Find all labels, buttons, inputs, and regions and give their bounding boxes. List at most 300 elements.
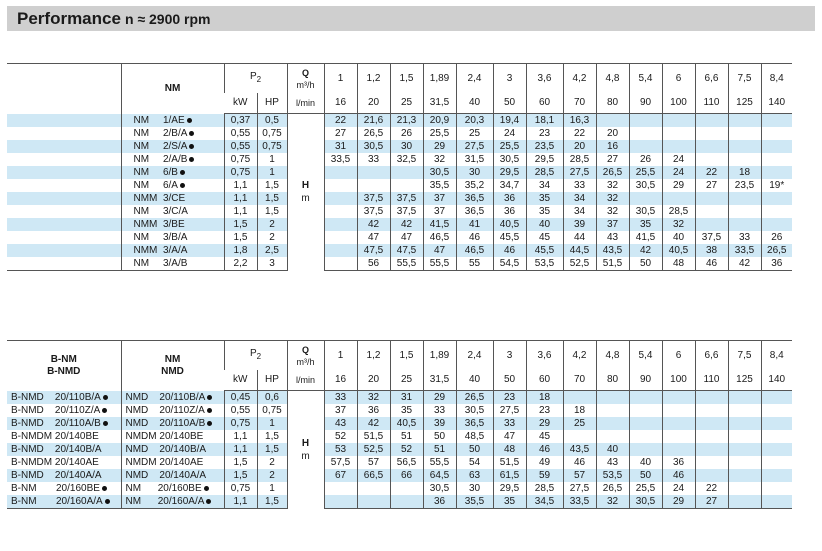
header-row — [7, 341, 792, 371]
head-value-cell — [357, 179, 390, 192]
head-value-cell — [761, 469, 792, 482]
flow-lmin-cell: 70 — [563, 93, 596, 114]
head-value-cell: 46 — [526, 443, 563, 456]
kw-cell: 0,75 — [224, 166, 257, 179]
head-value-cell: 43 — [596, 456, 629, 469]
model-name-b: NMDM 20/140AE — [125, 457, 204, 468]
empty-cell — [7, 166, 121, 179]
head-value-cell: 31,5 — [456, 153, 493, 166]
model-cell — [121, 205, 224, 218]
head-value-cell: 57,5 — [324, 456, 357, 469]
model-cell — [121, 127, 224, 140]
head-value-cell — [695, 443, 728, 456]
head-value-cell: 21,6 — [357, 114, 390, 128]
head-value-cell: 32 — [423, 153, 456, 166]
empty-header-cell — [7, 64, 121, 114]
head-value-cell: 51 — [423, 443, 456, 456]
flow-m3h-cell: 1,2 — [357, 64, 390, 94]
head-value-cell: 42 — [357, 218, 390, 231]
dot-marker-icon — [204, 486, 209, 491]
head-value-cell: 33 — [357, 153, 390, 166]
head-value-cell — [695, 218, 728, 231]
hp-cell: 1 — [257, 417, 287, 430]
p2-label: P — [249, 71, 257, 82]
head-value-cell: 51 — [390, 430, 423, 443]
flow-m3h-cell: 6,6 — [695, 341, 728, 371]
head-value-cell: 23 — [526, 127, 563, 140]
flow-m3h-cell: 1,5 — [390, 64, 423, 94]
model-name-b: NMDM 20/140BE — [125, 431, 204, 442]
model-name-a: B-NMD 20/110B/A — [11, 391, 101, 403]
head-value-cell: 23,5 — [526, 140, 563, 153]
head-value-cell: 50 — [629, 469, 662, 482]
flow-lmin-cell: 31,5 — [423, 93, 456, 114]
model-name: NM 6/B — [133, 167, 178, 178]
table-row — [7, 417, 792, 430]
head-value-cell: 37,5 — [390, 205, 423, 218]
head-value-cell: 33,5 — [728, 244, 761, 257]
head-value-cell — [761, 140, 792, 153]
empty-cell — [7, 140, 121, 153]
table-row — [7, 205, 792, 218]
head-value-cell — [761, 153, 792, 166]
head-value-cell — [324, 218, 357, 231]
head-value-cell: 25,5 — [629, 482, 662, 495]
flow-lmin-cell: 100 — [662, 370, 695, 391]
head-value-cell: 47 — [357, 231, 390, 244]
head-value-cell: 55,5 — [423, 456, 456, 469]
head-value-cell: 33 — [493, 417, 526, 430]
head-value-cell: 23,5 — [728, 179, 761, 192]
head-value-cell: 35 — [526, 192, 563, 205]
head-value-cell: 29,5 — [526, 153, 563, 166]
head-value-cell — [761, 192, 792, 205]
head-value-cell: 37 — [324, 404, 357, 417]
head-value-cell: 57 — [357, 456, 390, 469]
head-value-cell: 27 — [695, 179, 728, 192]
header-row — [7, 64, 792, 94]
head-value-cell: 40,5 — [662, 244, 695, 257]
head-value-cell: 22 — [324, 114, 357, 128]
head-value-cell: 42 — [728, 257, 761, 271]
flow-m3h-cell: 1,5 — [390, 341, 423, 371]
head-value-cell — [357, 166, 390, 179]
head-value-cell — [695, 469, 728, 482]
dot-marker-icon — [189, 131, 194, 136]
kw-cell: 2,2 — [224, 257, 257, 271]
head-value-cell: 18 — [563, 404, 596, 417]
head-value-cell: 40,5 — [390, 417, 423, 430]
model-cell — [121, 257, 224, 271]
head-value-cell: 37 — [596, 218, 629, 231]
table-row — [7, 140, 792, 153]
model-cell-a — [7, 417, 121, 430]
table-row — [7, 114, 792, 128]
flow-lmin-cell: 90 — [629, 370, 662, 391]
flow-lmin-cell: 31,5 — [423, 370, 456, 391]
head-value-cell: 52 — [324, 430, 357, 443]
hp-cell: 2 — [257, 231, 287, 244]
head-value-cell — [761, 127, 792, 140]
model-header-b-line1: NM — [164, 353, 181, 365]
kw-cell: 1,8 — [224, 244, 257, 257]
model-cell — [121, 114, 224, 128]
head-value-cell: 27,5 — [563, 166, 596, 179]
head-value-cell — [695, 127, 728, 140]
head-value-cell: 46 — [662, 469, 695, 482]
head-value-cell: 30,5 — [423, 166, 456, 179]
head-value-cell — [761, 218, 792, 231]
head-value-cell: 50 — [456, 443, 493, 456]
head-value-cell: 18 — [526, 391, 563, 405]
head-value-cell: 26,5 — [761, 244, 792, 257]
flow-m3h-cell: 1 — [324, 64, 357, 94]
head-value-cell: 24 — [662, 153, 695, 166]
flow-m3h-cell: 8,4 — [761, 64, 792, 94]
head-value-cell — [695, 114, 728, 128]
head-value-cell: 56 — [357, 257, 390, 271]
head-value-cell — [761, 417, 792, 430]
head-value-cell: 25,5 — [629, 166, 662, 179]
head-value-cell: 30,5 — [357, 140, 390, 153]
hp-cell: 1,5 — [257, 430, 287, 443]
head-value-cell: 37,5 — [390, 192, 423, 205]
head-value-cell — [728, 192, 761, 205]
head-unit-cell — [287, 391, 324, 509]
head-value-cell — [324, 495, 357, 509]
empty-cell — [7, 179, 121, 192]
table-row — [7, 231, 792, 244]
head-value-cell — [695, 192, 728, 205]
model-name: NM 3/A/B — [133, 258, 188, 269]
head-value-cell — [357, 495, 390, 509]
head-value-cell — [324, 482, 357, 495]
head-label: H — [301, 180, 310, 192]
head-value-cell: 51,5 — [493, 456, 526, 469]
head-value-cell: 35 — [629, 218, 662, 231]
table-row — [7, 257, 792, 271]
model-cell-b — [121, 456, 224, 469]
flow-lmin-cell: 80 — [596, 93, 629, 114]
head-value-cell: 56,5 — [390, 456, 423, 469]
flow-lmin-cell: 140 — [761, 93, 792, 114]
head-value-cell — [695, 430, 728, 443]
flow-m3h-cell: 3,6 — [526, 64, 563, 94]
head-value-cell: 27,5 — [456, 140, 493, 153]
flow-lmin-cell: 110 — [695, 93, 728, 114]
head-unit-cell — [287, 114, 324, 271]
flow-lmin-cell: 100 — [662, 93, 695, 114]
head-value-cell: 37 — [423, 192, 456, 205]
head-value-cell: 33,5 — [563, 495, 596, 509]
model-header: NM — [121, 64, 224, 114]
head-value-cell — [629, 127, 662, 140]
model-cell-b — [121, 404, 224, 417]
model-header-a — [7, 341, 121, 391]
head-value-cell: 30,5 — [456, 404, 493, 417]
flow-lmin-cell: 125 — [728, 93, 761, 114]
head-value-cell: 42 — [357, 417, 390, 430]
model-name-a: B-NMDM 20/140BE — [11, 431, 99, 442]
head-value-cell — [596, 114, 629, 128]
table-row — [7, 244, 792, 257]
flow-m3h-cell: 4,2 — [563, 341, 596, 371]
head-value-cell — [728, 443, 761, 456]
head-value-cell — [728, 417, 761, 430]
head-value-cell: 45,5 — [526, 244, 563, 257]
model-cell — [121, 179, 224, 192]
head-value-cell: 36 — [357, 404, 390, 417]
head-value-cell: 46 — [563, 456, 596, 469]
model-cell-a — [7, 495, 121, 509]
head-value-cell: 28,5 — [526, 482, 563, 495]
head-value-cell — [695, 140, 728, 153]
hp-cell: 1,5 — [257, 495, 287, 509]
head-value-cell — [662, 430, 695, 443]
flow-lmin-cell: 60 — [526, 93, 563, 114]
head-value-cell — [390, 495, 423, 509]
dot-marker-icon — [102, 486, 107, 491]
head-value-cell: 33,5 — [324, 153, 357, 166]
head-value-cell: 40 — [526, 218, 563, 231]
head-value-cell: 21,3 — [390, 114, 423, 128]
model-name-b: NMD 20/110Z/A — [125, 405, 205, 416]
head-value-cell: 54,5 — [493, 257, 526, 271]
head-value-cell: 22 — [695, 482, 728, 495]
head-value-cell: 44 — [563, 231, 596, 244]
table-row — [7, 482, 792, 495]
head-value-cell — [728, 218, 761, 231]
flow-m3h-cell: 7,5 — [728, 64, 761, 94]
head-value-cell — [324, 231, 357, 244]
flow-m3h-cell: 4,8 — [596, 64, 629, 94]
head-value-cell: 31 — [324, 140, 357, 153]
head-value-cell — [390, 166, 423, 179]
table-row — [7, 456, 792, 469]
head-value-cell: 35,2 — [456, 179, 493, 192]
head-value-cell — [662, 127, 695, 140]
head-value-cell — [728, 482, 761, 495]
kw-cell: 0,37 — [224, 114, 257, 128]
head-value-cell: 57 — [563, 469, 596, 482]
flow-m3h-cell: 8,4 — [761, 341, 792, 371]
flow-m3h-cell: 3,6 — [526, 341, 563, 371]
page-title: Performance — [17, 9, 121, 28]
model-cell-b — [121, 495, 224, 509]
empty-cell — [7, 153, 121, 166]
head-value-cell: 30,5 — [423, 482, 456, 495]
head-value-cell: 20 — [563, 140, 596, 153]
flow-m3h-cell: 1,89 — [423, 64, 456, 94]
head-value-cell — [629, 417, 662, 430]
head-value-cell — [728, 391, 761, 405]
head-value-cell: 39 — [423, 417, 456, 430]
empty-cell — [7, 231, 121, 244]
q-label: Q — [301, 344, 309, 355]
dot-marker-icon — [187, 118, 192, 123]
kw-cell: 1,5 — [224, 231, 257, 244]
head-value-cell: 43,5 — [563, 443, 596, 456]
head-value-cell: 49 — [526, 456, 563, 469]
head-value-cell: 25,5 — [493, 140, 526, 153]
hp-cell: 2 — [257, 469, 287, 482]
kw-cell: 1,5 — [224, 218, 257, 231]
hp-cell: 2 — [257, 218, 287, 231]
model-cell-a — [7, 430, 121, 443]
head-value-cell: 25 — [563, 417, 596, 430]
head-value-cell: 34 — [563, 205, 596, 218]
hp-cell: 1,5 — [257, 179, 287, 192]
head-value-cell — [357, 482, 390, 495]
head-value-cell — [596, 404, 629, 417]
model-cell — [121, 166, 224, 179]
head-value-cell: 37 — [423, 205, 456, 218]
head-value-cell: 30,5 — [493, 153, 526, 166]
head-value-cell: 47 — [423, 244, 456, 257]
head-value-cell: 41,5 — [423, 218, 456, 231]
head-value-cell: 32 — [596, 205, 629, 218]
flow-lmin-cell: 70 — [563, 370, 596, 391]
head-value-cell: 47,5 — [390, 244, 423, 257]
flow-m3h-cell: 3 — [493, 64, 526, 94]
dot-marker-icon — [189, 157, 194, 162]
flow-lmin-cell: 40 — [456, 93, 493, 114]
head-value-cell: 46 — [493, 244, 526, 257]
head-value-cell: 27 — [596, 153, 629, 166]
head-value-cell: 36,5 — [456, 205, 493, 218]
head-value-cell: 34,5 — [526, 495, 563, 509]
flow-lmin-cell: 80 — [596, 370, 629, 391]
head-value-cell: 27,5 — [563, 482, 596, 495]
head-value-cell: 48 — [662, 257, 695, 271]
head-value-cell — [629, 391, 662, 405]
head-value-cell — [761, 482, 792, 495]
kw-header: kW — [224, 93, 257, 114]
kw-cell: 0,75 — [224, 417, 257, 430]
model-cell-a — [7, 443, 121, 456]
head-value-cell: 53 — [324, 443, 357, 456]
head-value-cell — [662, 443, 695, 456]
head-value-cell — [662, 417, 695, 430]
head-value-cell: 18,1 — [526, 114, 563, 128]
kw-cell: 1,1 — [224, 495, 257, 509]
flow-lmin-cell: 16 — [324, 93, 357, 114]
hp-header: HP — [257, 93, 287, 114]
head-value-cell: 36 — [761, 257, 792, 271]
model-cell-b — [121, 430, 224, 443]
hp-cell: 1,5 — [257, 192, 287, 205]
table-row — [7, 430, 792, 443]
q-label: Q — [301, 67, 309, 78]
head-value-cell: 30 — [456, 482, 493, 495]
head-value-cell: 19* — [761, 179, 792, 192]
model-cell — [121, 244, 224, 257]
head-value-cell: 16,3 — [563, 114, 596, 128]
model-cell-b — [121, 391, 224, 405]
dot-marker-icon — [105, 499, 110, 504]
head-value-cell — [324, 179, 357, 192]
hp-cell: 0,75 — [257, 404, 287, 417]
speed-label: n ≈ 2900 rpm — [125, 11, 211, 27]
kw-cell: 1,1 — [224, 205, 257, 218]
head-value-cell: 47 — [390, 231, 423, 244]
kw-header: kW — [224, 370, 257, 391]
head-value-cell — [596, 391, 629, 405]
head-value-cell — [662, 404, 695, 417]
flow-m3h-cell: 2,4 — [456, 341, 493, 371]
head-value-cell: 52 — [390, 443, 423, 456]
kw-cell: 0,75 — [224, 482, 257, 495]
head-value-cell: 34 — [563, 192, 596, 205]
head-value-cell — [390, 179, 423, 192]
kw-cell: 1,1 — [224, 192, 257, 205]
model-name: NM 6/A — [133, 180, 178, 191]
head-value-cell: 36,5 — [456, 192, 493, 205]
flow-lmin-cell: 140 — [761, 370, 792, 391]
model-cell-a — [7, 404, 121, 417]
model-name-a: B-NM 20/160BE — [11, 483, 100, 494]
title-bar — [7, 6, 815, 31]
flow-lmin-cell: 50 — [493, 93, 526, 114]
head-value-cell: 29,5 — [493, 166, 526, 179]
kw-cell: 0,75 — [224, 153, 257, 166]
head-value-cell: 23 — [526, 404, 563, 417]
flow-m3h-cell: 2,4 — [456, 64, 493, 94]
table-row — [7, 192, 792, 205]
model-header-a-line1: B-NM — [50, 353, 77, 365]
head-value-cell: 29 — [423, 140, 456, 153]
head-value-cell — [324, 166, 357, 179]
head-value-cell: 54 — [456, 456, 493, 469]
head-value-cell: 55,5 — [390, 257, 423, 271]
flow-m3h-cell: 1,89 — [423, 341, 456, 371]
dot-marker-icon — [189, 144, 194, 149]
head-value-cell: 44,5 — [563, 244, 596, 257]
flow-m3h-cell: 1,2 — [357, 341, 390, 371]
q-unit-lmin: l/min — [287, 93, 324, 114]
kw-cell: 0,55 — [224, 127, 257, 140]
flow-lmin-cell: 25 — [390, 370, 423, 391]
head-value-cell: 43,5 — [596, 244, 629, 257]
performance-table-nm — [7, 63, 792, 271]
hp-cell: 0,5 — [257, 114, 287, 128]
empty-cell — [7, 218, 121, 231]
model-name: NM 3/B/A — [133, 232, 188, 243]
head-value-cell: 23 — [493, 391, 526, 405]
q-unit-m3h: m³/h — [296, 356, 315, 367]
head-value-cell: 66,5 — [357, 469, 390, 482]
head-value-cell — [728, 205, 761, 218]
model-cell-a — [7, 469, 121, 482]
head-value-cell: 38 — [695, 244, 728, 257]
head-value-cell: 52,5 — [563, 257, 596, 271]
flow-lmin-cell: 25 — [390, 93, 423, 114]
head-value-cell: 36 — [423, 495, 456, 509]
hp-cell: 1 — [257, 482, 287, 495]
flow-lmin-cell: 125 — [728, 370, 761, 391]
head-value-cell: 46 — [695, 257, 728, 271]
head-value-cell: 16 — [596, 140, 629, 153]
head-value-cell — [761, 166, 792, 179]
head-value-cell — [728, 140, 761, 153]
kw-cell: 0,45 — [224, 391, 257, 405]
head-value-cell: 51,5 — [357, 430, 390, 443]
flow-m3h-cell: 7,5 — [728, 341, 761, 371]
hp-cell: 2,5 — [257, 244, 287, 257]
head-value-cell: 22 — [695, 166, 728, 179]
head-value-cell: 25 — [456, 127, 493, 140]
model-name: NM 2/S/A — [133, 141, 188, 152]
